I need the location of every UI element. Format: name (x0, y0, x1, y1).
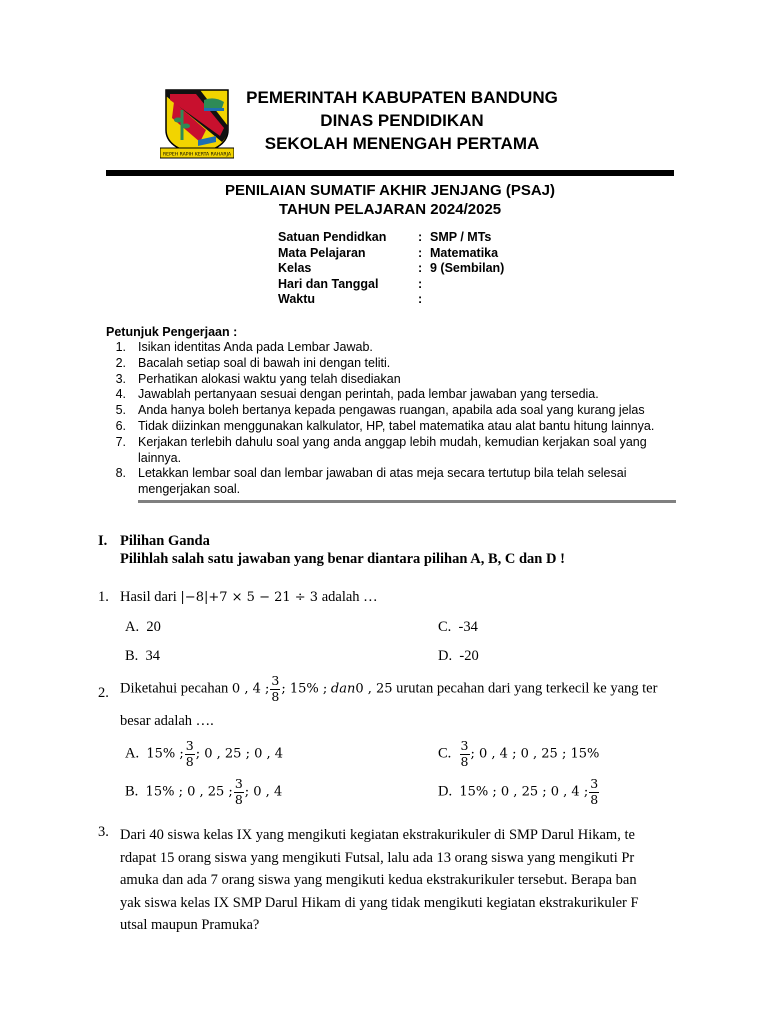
fraction-numerator: 3 (234, 776, 243, 791)
info-value: 9 (Sembilan) (430, 261, 505, 275)
option-a-pre: 15% ; (146, 746, 184, 762)
crest-motto: REPEH RAPIH KERTA RAHARJA (162, 152, 232, 158)
question-2-suffix: urutan pecahan dari yang terkecil ke yang ter (396, 680, 658, 697)
section-number: I. (98, 533, 108, 549)
q1-option-a (125, 619, 161, 636)
q2-value-04: 0 , 4 ; (231, 681, 270, 697)
q2-fraction (270, 675, 280, 703)
q2-option-d (438, 778, 600, 806)
instruction-text: Perhatikan alokasi waktu yang telah disediakan (138, 371, 401, 386)
fraction-denominator: 8 (185, 753, 194, 769)
option-letter: C. (438, 745, 452, 762)
info-label: Waktu (278, 292, 316, 306)
instruction-number: 7. (115, 434, 126, 449)
option-a-fraction (185, 740, 195, 768)
info-label: Mata Pelajaran (278, 245, 366, 260)
info-value: SMP / MTs (430, 230, 492, 244)
q2-dan: dan (330, 681, 356, 697)
section-instruction: Pilihlah salah satu jawaban yang benar diantara pilihan A, B, C dan D ! (120, 551, 565, 567)
instruction-text: Tidak diizinkan menggunakan kalkulator, HP, tabel matematika atau alat bantu hitung lainnya. (138, 418, 655, 433)
fraction-denominator: 8 (271, 688, 280, 704)
info-label: Satuan Pendidkan (278, 230, 387, 244)
instruction-text: Jawablah pertanyaan sesuai dengan perintah, pada lembar jawaban yang tersedia. (138, 387, 599, 402)
q1-option-b (125, 648, 160, 665)
question-3 (98, 824, 680, 937)
info-label: Hari dan Tanggal (278, 276, 379, 291)
option-b-pre: 15% ; 0 , 25 ; (145, 784, 233, 800)
instruction-item (112, 419, 682, 435)
question-1-number: 1. (98, 589, 109, 605)
instruction-item (112, 403, 682, 419)
option-letter: A. (125, 619, 140, 635)
instruction-text: Isikan identitas Anda pada Lembar Jawab. (138, 340, 373, 354)
instruction-number: 3. (115, 371, 126, 386)
section-title: Pilihan Ganda (120, 533, 210, 549)
question-2-line2: besar adalah …. (120, 713, 214, 729)
question-2-stem (120, 675, 657, 703)
info-value: Matematika (430, 245, 499, 260)
q2-option-a (125, 740, 283, 768)
instruction-item (112, 466, 682, 498)
option-b-fraction (234, 778, 244, 806)
option-letter: A. (125, 745, 140, 762)
info-colon: : (418, 292, 423, 306)
info-colon: : (418, 245, 423, 260)
option-letter: C. (438, 619, 452, 635)
option-letter: D. (438, 783, 453, 800)
option-c-post: ; 0 , 4 ; 0 , 25 ; 15% (470, 746, 600, 762)
instruction-number: 1. (115, 340, 126, 354)
question-3-number: 3. (98, 824, 109, 840)
option-text: 34 (145, 648, 161, 664)
info-colon: : (418, 261, 423, 275)
fraction-numerator: 3 (590, 776, 599, 791)
info-colon: : (418, 276, 423, 291)
instruction-text: Kerjakan terlebih dahulu soal yang anda anggap lebih mudah, kemudian kerjakan soal yang lainnya. (138, 434, 647, 465)
question-1-prefix: Hasil dari (120, 589, 177, 605)
info-colon: : (418, 230, 423, 244)
q2-after-fraction: ; 15% ; (281, 681, 328, 697)
fraction-denominator: 8 (460, 753, 469, 769)
exam-year: TAHUN PELAJARAN 2024/2025 (278, 201, 502, 218)
question-2-prefix: Diketahui pecahan (120, 680, 229, 697)
abs-left-bar: | (180, 590, 185, 605)
option-text: -20 (459, 648, 479, 664)
abs-value: −8 (184, 590, 204, 605)
letterhead-government: PEMERINTAH KABUPATEN BANDUNG (246, 88, 558, 107)
option-c-fraction (460, 740, 470, 768)
instruction-text: Letakkan lembar soal dan lembar jawaban di atas meja secara tertutup bila telah selesai mengerjakan soal. (138, 466, 627, 497)
option-a-post: ; 0 , 25 ; 0 , 4 (195, 746, 284, 762)
info-label: Kelas (278, 261, 312, 275)
fraction-numerator: 3 (271, 673, 280, 688)
instruction-number: 2. (115, 355, 126, 370)
option-text: 20 (146, 619, 161, 635)
fraction-denominator: 8 (234, 791, 243, 807)
question-2-number: 2. (98, 685, 109, 701)
q2-value-025: 0 , 25 (355, 681, 393, 697)
expression-rest: +7 × 5 − 21 ÷ 3 (208, 590, 319, 605)
q1-option-d (438, 648, 479, 665)
option-letter: B. (125, 783, 139, 800)
question-1-stem (120, 589, 378, 606)
letterhead-divider (106, 170, 674, 176)
instruction-item (112, 356, 682, 372)
fraction-denominator: 8 (590, 791, 599, 807)
instructions-title: Petunjuk Pengerjaan : (106, 325, 238, 339)
instruction-item (112, 387, 682, 403)
option-letter: B. (125, 648, 139, 664)
instructions-list (112, 340, 682, 498)
q2-option-c (438, 740, 599, 768)
option-d-pre: 15% ; 0 , 25 ; 0 , 4 ; (459, 784, 589, 800)
q2-option-b (125, 778, 282, 806)
instruction-text: Bacalah setiap soal di bawah ini dengan teliti. (138, 355, 391, 370)
option-letter: D. (438, 648, 453, 664)
fraction-numerator: 3 (185, 738, 194, 753)
question-1-suffix: adalah … (321, 589, 378, 605)
instruction-number: 8. (115, 466, 126, 481)
option-b-post: ; 0 , 4 (244, 784, 283, 800)
instruction-item (112, 435, 682, 467)
instruction-number: 5. (115, 403, 126, 418)
fraction-numerator: 3 (460, 738, 469, 753)
instruction-item (112, 340, 682, 356)
option-text: -34 (458, 619, 478, 635)
exam-title: PENILAIAN SUMATIF AKHIR JENJANG (PSAJ) (224, 182, 556, 199)
letterhead-department: DINAS PENDIDIKAN (320, 111, 484, 130)
question-1-expression (180, 590, 318, 605)
instruction-item (112, 372, 682, 388)
instruction-number: 4. (115, 387, 126, 402)
option-d-fraction (589, 778, 599, 806)
question-3-text: Dari 40 siswa kelas IX yang mengikuti kegiatan ekstrakurikuler di SMP Darul Hikam, te rdapat 15 orang siswa yang mengikuti Futsal, lalu ada 13 orang siswa yang mengikuti Pr amuka dan ada 7 orang siswa yang mengikuti kedua ekstrakurikuler tersebut. Berapa ban yak siswa kelas IX SMP Darul Hikam di yang tidak mengikuti kegiatan ekstrakurikuler F utsal maupun Pramuka? (120, 827, 639, 933)
instruction-number: 6. (115, 418, 126, 433)
instructions-divider (138, 500, 676, 503)
q1-option-c (438, 619, 478, 636)
instruction-text: Anda hanya boleh bertanya kepada pengawas ruangan, apabila ada soal yang kurang jelas (138, 403, 645, 418)
abs-right-bar: | (203, 590, 209, 605)
letterhead-school: SEKOLAH MENENGAH PERTAMA (264, 134, 540, 153)
